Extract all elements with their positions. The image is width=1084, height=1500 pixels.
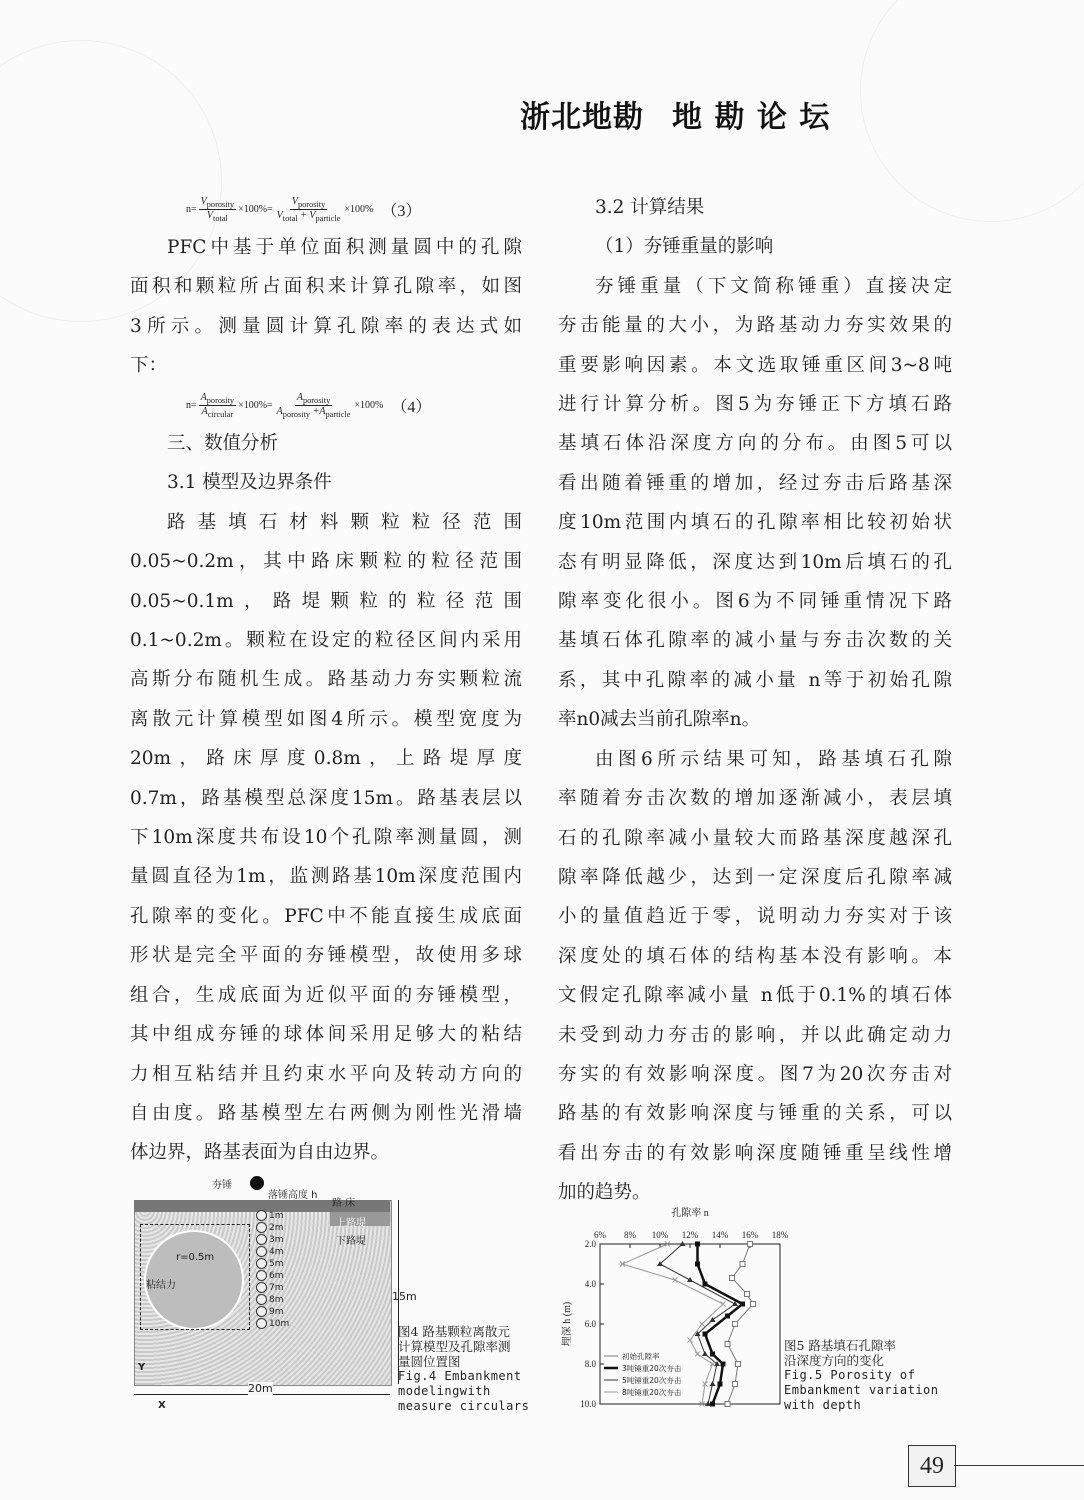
text-line: 系，其中孔隙率的减小量 n等于初始孔隙: [558, 669, 952, 691]
text-line: 由图6所示结果可知，路基填石孔隙: [595, 748, 952, 770]
radius-label: r=0.5m: [176, 1252, 215, 1263]
legend-label: 初始孔隙率: [622, 1352, 660, 1361]
caption-line: 计算模型及孔隙率测: [398, 1339, 511, 1354]
text-line: 看出随着锤重的增加，经过夯击后路基深: [558, 472, 952, 494]
text-line: 隙率变化很小。图6为不同锤重情况下路: [558, 591, 952, 613]
text-line: 重要影响因素。本文选取锤重区间3~8吨: [558, 354, 952, 376]
x-tick-label: 8%: [624, 1230, 636, 1240]
legend-label: 5吨锤重20次夯击: [622, 1376, 682, 1385]
data-point: [751, 1302, 756, 1307]
figure-4-caption: [398, 1324, 529, 1414]
data-point: [710, 1381, 716, 1386]
measure-circle: 5m: [256, 1258, 284, 1269]
legend-label: 8吨锤重20次夯击: [622, 1388, 682, 1397]
fraction: $\frac{V_{porosity}}{V_{total}}$: [200, 196, 235, 223]
journal-name: 浙北地勘: [520, 100, 644, 135]
y-tick-label: 4.0: [584, 1279, 596, 1289]
subsection-heading: 3.1 模型及边界条件: [167, 472, 332, 494]
text-line: 形状是完全平面的夯锤模型，故使用多球: [130, 945, 522, 967]
bond-label: 粘结力: [146, 1280, 176, 1291]
text-line: 力相互粘结并且约束水平向及转动方向的: [130, 1063, 522, 1085]
caption-line: Fig.4 Embankment: [398, 1369, 522, 1383]
text-line: 量圆直径为1m，监测路基10m深度范围内: [130, 866, 522, 888]
text-line: 深度处的填石体的结构基本没有影响。本: [558, 945, 952, 967]
text-line: 路基填石材料颗粒粒径范围: [167, 511, 522, 533]
data-point: [730, 1276, 735, 1281]
equation-number: （3）: [381, 203, 422, 220]
x-tick-label: 16%: [741, 1230, 759, 1240]
upper-embankment-label: 上路堤: [336, 1218, 366, 1229]
data-point: [687, 1277, 693, 1282]
text-line: 率n0减去当前孔隙率n。: [558, 709, 761, 731]
data-point: [740, 1302, 745, 1307]
caption-line: modelingwith: [398, 1384, 491, 1398]
caption-line: Embankment variation: [784, 1383, 939, 1397]
text-line: 孔隙率的变化。PFC中不能直接生成底面: [130, 905, 522, 927]
data-point: [695, 1262, 700, 1267]
data-point: [740, 1262, 745, 1267]
data-point: [725, 1314, 730, 1319]
x-tick-label: 14%: [711, 1230, 729, 1240]
text-line: 隙率降低越少，达到一定深度后孔隙率减: [558, 866, 952, 888]
text-line: 态有明显降低，深度达到10m后填石的孔: [558, 551, 952, 573]
data-point: [703, 1282, 708, 1287]
text-line: 体边界，路基表面为自由边界。: [130, 1142, 390, 1164]
text-line: 离散元计算模型如图4所示。模型宽度为: [130, 708, 522, 730]
text-line: 面积和颗粒所占面积来计算孔隙率，如图: [130, 276, 522, 298]
measure-circle: 8m: [256, 1294, 284, 1305]
journal-header: [520, 92, 960, 136]
text-line: 组合，生成底面为近似平面的夯锤模型，: [130, 984, 522, 1006]
text-line: 加的趋势。: [558, 1182, 651, 1204]
x-tick-label: 18%: [771, 1230, 789, 1240]
x-axis-label: X: [158, 1400, 166, 1411]
text-line: 夯击能量的大小，为路基动力夯实效果的: [558, 315, 952, 337]
text-line: 基填石体孔隙率的减小量与夯击次数的关: [558, 630, 952, 652]
formula-4: [186, 392, 431, 419]
subgrade-label: 路 床: [332, 1198, 356, 1209]
measure-circle: 10m: [256, 1318, 289, 1329]
text-line: 未受到动力夯击的影响，并以此确定动力: [558, 1024, 952, 1046]
y-tick-label: 8.0: [584, 1359, 596, 1369]
text-line: 基填石体沿深度方向的分布。由图5可以: [558, 433, 952, 455]
data-point: [748, 1242, 753, 1247]
data-point: [736, 1362, 741, 1367]
caption-line: 量圆位置图: [398, 1354, 461, 1369]
text-line: 下：: [130, 355, 168, 377]
right-column: [558, 188, 952, 1213]
hammer-label: 夯锤: [212, 1180, 232, 1191]
y-tick-label: 10.0: [580, 1399, 596, 1409]
y-tick-label: 2.0: [584, 1239, 596, 1249]
text-line: 0.05~0.2m，其中路床颗粒的粒径范围: [130, 551, 522, 573]
caption-line: measure circulars: [398, 1399, 530, 1413]
data-point: [721, 1362, 726, 1367]
y-tick-label: 6.0: [584, 1319, 596, 1329]
page-number: 49: [908, 1445, 956, 1487]
drop-height-label: 落锤高度 h: [268, 1190, 318, 1201]
formula-op: ×100%=: [238, 400, 273, 411]
measure-circle: 1m: [256, 1210, 284, 1221]
text-line: 度10m范围内填石的孔隙率相比较初始状: [558, 512, 952, 534]
data-point: [710, 1352, 715, 1357]
text-line: 20m，路床厚度0.8m，上路堤厚度: [130, 748, 522, 770]
caption-line: Fig.5 Porosity of: [784, 1368, 916, 1382]
data-point: [733, 1382, 738, 1387]
left-column-top: [130, 228, 522, 386]
measure-circle: 6m: [256, 1270, 284, 1281]
measure-circle: 9m: [256, 1306, 284, 1317]
data-point: [725, 1402, 730, 1407]
text-line: 石的孔隙率减小量较大而路基深度越深孔: [558, 827, 952, 849]
page-number-rule: [954, 1465, 1084, 1466]
data-point: [725, 1342, 730, 1347]
text-line: 夯实的有效影响深度。图7为20次夯击对: [558, 1063, 952, 1085]
text-line: 下10m深度共布设10个孔隙率测量圆，测: [130, 827, 522, 849]
lower-embankment-label: 下路堤: [336, 1236, 366, 1247]
text-line: 高斯分布随机生成。路基动力夯实颗粒流: [130, 669, 522, 691]
measure-circle: 4m: [256, 1246, 284, 1257]
measure-circle: 2m: [256, 1222, 284, 1233]
data-point: [703, 1332, 708, 1337]
text-line: 0.7m，路基模型总深度15m。路基表层以: [130, 787, 522, 809]
text-line: 看出夯击的有效影响深度随锤重呈线性增: [558, 1142, 952, 1164]
section-name: 地 勘 论 坛: [672, 100, 831, 135]
figure-5-chart: [560, 1208, 790, 1418]
depth-label: 15m: [392, 1290, 417, 1303]
y-axis-label: 埋深 h (m): [562, 1301, 573, 1347]
formula-op: ×100%: [344, 204, 374, 215]
text-line: 自由度。路基模型左右两侧为刚性光滑墙: [130, 1102, 522, 1124]
caption-line: with depth: [784, 1398, 862, 1412]
text-line: 其中组成夯锤的球体间采用足够大的粘结: [130, 1024, 522, 1046]
text-line: 0.05~0.1m，路堤颗粒的粒径范围: [130, 590, 522, 612]
series-line: [728, 1244, 754, 1404]
caption-line: 沿深度方向的变化: [784, 1353, 885, 1368]
text-line: 小的量值趋近于零，说明动力夯实对于该: [558, 906, 952, 928]
caption-line: 图5 路基填石孔隙率: [784, 1338, 896, 1353]
text-line: 进行计算分析。图5为夯锤正下方填石路: [558, 394, 952, 416]
text-line: 路基的有效影响深度与锤重的关系，可以: [558, 1103, 952, 1125]
data-point: [745, 1292, 750, 1297]
hammer-icon: [250, 1176, 264, 1190]
data-point: [695, 1242, 700, 1247]
subsubsection-heading: （1）夯锤重量的影响: [595, 236, 774, 258]
subsection-heading: 3.2 计算结果: [595, 197, 705, 218]
formula-lhs: n=: [186, 400, 197, 411]
figure-5-caption: [784, 1338, 939, 1413]
x-tick-label: 10%: [651, 1230, 669, 1240]
fraction: $\frac{A_{porosity}}{A_{porosity} +A_{particle}}$: [276, 392, 351, 419]
text-line: PFC中基于单位面积测量圆中的孔隙: [167, 237, 522, 258]
data-point: [702, 1351, 708, 1356]
measure-circle: 3m: [256, 1234, 284, 1245]
fraction: $\frac{V_{porosity}}{V_{total} + V_{particle}}$: [276, 196, 341, 223]
text-line: 0.1~0.2m。颗粒在设定的粒径区间内采用: [130, 630, 522, 652]
formula-op: ×100%: [354, 400, 384, 411]
data-point: [733, 1322, 738, 1327]
formula-lhs: n=: [186, 204, 197, 215]
text-line: 3所示。测量圆计算孔隙率的表达式如: [130, 315, 522, 337]
text-line: 文假定孔隙率减小量 n低于0.1%的填石体: [558, 985, 952, 1007]
text-line: 夯锤重量（下文简称锤重）直接决定: [595, 275, 952, 297]
caption-line: 图4 路基颗粒离散元: [398, 1324, 510, 1339]
equation-number: （4）: [391, 399, 432, 416]
data-point: [710, 1317, 716, 1322]
legend-label: 3吨锤重20次夯击: [622, 1364, 682, 1373]
porosity-depth-chart: [560, 1208, 790, 1418]
left-column-body: [130, 424, 522, 1173]
formula-op: ×100%=: [238, 204, 273, 215]
figure-4-model: [130, 1172, 417, 1412]
measure-circle: 7m: [256, 1282, 284, 1293]
y-axis-label: Y: [138, 1362, 146, 1373]
x-tick-label: 12%: [681, 1230, 699, 1240]
data-point: [718, 1382, 723, 1387]
width-label: 20m: [248, 1382, 273, 1395]
fraction: $\frac{A_{porosity}}{A_{circular}}$: [200, 392, 235, 419]
text-line: 率随着夯击次数的增加逐渐减小，表层填: [558, 788, 952, 810]
x-tick-label: 6%: [594, 1230, 606, 1240]
formula-3: [186, 196, 421, 223]
chart-title: 孔隙率 n: [671, 1208, 709, 1219]
section-heading: 三、数值分析: [167, 433, 279, 454]
